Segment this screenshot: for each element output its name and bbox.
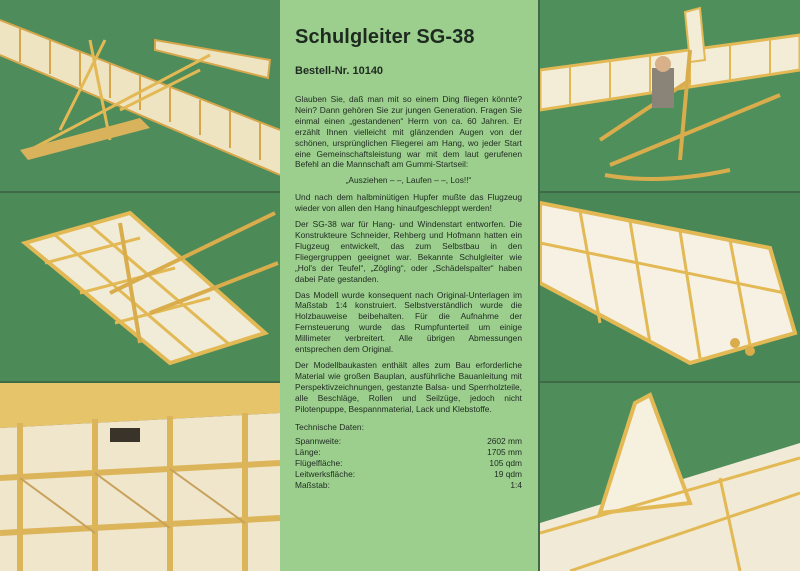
paragraph: Das Modell wurde konsequent nach Original-Unterlagen im Maßstab 1:4 konstruiert. Selbstverständlich wurde die Holzbauweise beibehalten. Für die Aufnahme der Fernsteuerung wurde das Rumpfunterteil um einige Millimeter verbreitert. Alle übrigen Abmessungen entsprechen dem Original.: [295, 289, 522, 355]
tech-label: Maßstab:: [295, 480, 330, 490]
tech-row: [295, 469, 522, 480]
photo-wing-structure: [0, 383, 280, 571]
tech-label: Flügelfläche:: [295, 458, 343, 469]
tech-value: 1705 mm: [487, 447, 522, 458]
paragraph: Der Modellbaukasten enthält alles zum Bau erforderliche Material wie großen Bauplan, ausführliche Bauanleitung mit Perspektivzeichnungen, gestanzte Balsa- und Sperrholzteile, alle Beschläge, Rollen und Seilzüge, jedoch nicht Pilotenpuppe, Bespannmaterial, Lack und Klebstoffe.: [295, 359, 522, 414]
tech-data-table: [295, 422, 522, 490]
photo-tail-fin: [540, 383, 800, 571]
page-title: Schulgleiter SG-38: [295, 26, 475, 48]
tech-value: 105 qdm: [489, 458, 522, 469]
description-text: [295, 94, 522, 414]
paragraph: Und nach dem halbminütigen Hupfer mußte das Flugzeug wieder von allen den Hang hinaufgeschleppt werden!: [295, 192, 522, 214]
photo-wing-covering: [540, 193, 800, 381]
tech-row: [295, 447, 522, 458]
tech-label: Leitwerksfläche:: [295, 469, 356, 480]
tech-label: Spannweite:: [295, 436, 342, 447]
paragraph: Glauben Sie, daß man mit so einem Ding fliegen könnte? Nein? Dann gehören Sie zur jungen Generation. Fragen Sie einmal einen „gestandenen“ Herrn von ca. 60 Jahren. Er erzählt Ihnen vielleicht mit glänzenden Augen von der schönen, ursprünglichen Fliegerei am Hang, wo jeder Start eine Gemeinschaftsleistung war mit dem laut gerufenen Befehl an die Mannschaft am Gummi-Startseil:: [295, 94, 522, 170]
description-panel: [280, 0, 538, 571]
photo-glider-with-pilot: [540, 0, 800, 191]
order-number: Bestell-Nr. 10140: [295, 65, 384, 77]
tech-label: Länge:: [295, 447, 321, 458]
tech-row: [295, 436, 522, 447]
photo-glider-top-view: [0, 0, 280, 191]
paragraph: Der SG-38 war für Hang- und Windenstart entworfen. Die Konstrukteure Schneider, Rehberg und Hofmann hatten ein Flugzeug entwickelt, das zum Selbstbau in den Fliegergruppen geeignet war. Bekannte Schulgleiter wie „Hol's der Teufel“, „Zögling“, oder „Schädelspalter“ haben dabei Pate gestanden.: [295, 219, 522, 284]
tech-value: 19 qdm: [494, 469, 522, 480]
tech-data-heading: Technische Daten:: [295, 422, 364, 433]
tech-value: 2602 mm: [487, 436, 522, 447]
tech-row: [295, 480, 522, 491]
quote: „Ausziehen – –, Laufen – –, Los!!“: [345, 175, 472, 186]
tech-value: 1:4: [510, 480, 522, 490]
photo-tail-section: [0, 193, 280, 381]
tech-row: [295, 458, 522, 469]
